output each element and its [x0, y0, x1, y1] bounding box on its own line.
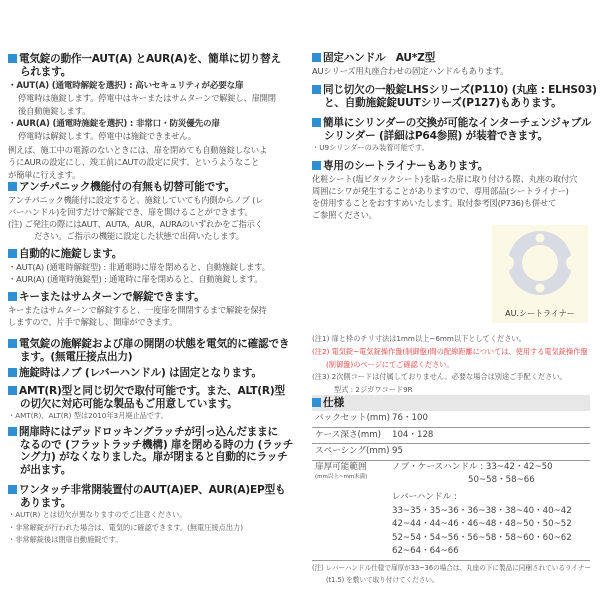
section-switch-mode: [8, 53, 281, 181]
square-bullet-icon: [312, 85, 321, 94]
square-bullet-icon: [312, 118, 321, 127]
section-same-cutout: [312, 84, 597, 109]
spec-key-unit: (mm以上~mm未満): [315, 473, 368, 480]
section-cylinder: [312, 117, 591, 155]
square-bullet-icon: [312, 398, 321, 407]
square-bullet-icon: [8, 427, 17, 436]
text: アンチパニック機能付に設定すると、施錠していても内側からノブ (レ: [8, 194, 264, 205]
note: (注) ご発注の際にはAUT、AUTA、AUR、AURAのいずれかをご指示く: [8, 219, 263, 229]
spec-value: 42~44・44~46・46~48・48~50・50~52: [392, 519, 572, 530]
spec-value: 95: [392, 446, 403, 456]
spec-row: [312, 411, 590, 428]
heading: 専用のシートライナーもあります。: [323, 160, 489, 172]
sheet-liner-icon: [506, 229, 574, 297]
notes: [312, 333, 588, 397]
footnote: (注) レバーハンドル仕様で扉厚が33~36の場合は、丸座の下に製品に同梱されているライナー: [312, 564, 592, 573]
bullet-aur: ・AUR(A) (通電時施錠を選択) : 非常口・防災優先の扉: [8, 118, 220, 129]
note: ・AUT(R) とは切欠が異なりますのでご注意ください。: [8, 510, 187, 520]
text: 停電時は解錠します。停電中は施錠できません。: [18, 131, 196, 141]
heading: の切欠に対応可能な製品もご用意しています。: [20, 397, 238, 410]
heading: られます。: [20, 65, 72, 78]
note: ・AMT(R)、ALT(R) 型は2010年3月廃止品です。: [8, 411, 168, 421]
spec-row: [312, 444, 590, 461]
section-amt-compatible: [8, 385, 285, 423]
spec-value: 50~58・58~66: [468, 474, 535, 485]
note-3: (注3) 2次側コードは付属しておりません。必要な場合は別途ご手配ください。: [312, 372, 567, 382]
section-fixed-handle: [312, 52, 509, 77]
heading: シリンダー (詳細はP64参照) が装着できます。: [324, 129, 548, 142]
bullet-aut: ・AUT(A) (通電時解錠を選択) : 高いセキュリティが必要な扉: [8, 81, 244, 92]
note: ・非常解錠後は閉扉自動施錠です。: [8, 535, 123, 545]
text: AUシリーズ用丸座合わせの固定ハンドルもあります。: [312, 65, 509, 76]
heading: 開扉時にはデッドロッキングラッチが引っ込んだままに: [19, 426, 278, 438]
spec-row-door-thickness: [312, 461, 590, 562]
text: うにAURの設定にし、竣工前にAUTの設定に戻す、というようなこと: [8, 157, 260, 168]
heading: 自動的に施錠します。: [19, 248, 123, 260]
note-1: (注1) 扉と枠のチリ寸法は1mm以上~6mm以下としてください。: [312, 334, 526, 343]
heading: ます。(無電圧接点出力): [20, 350, 133, 363]
text: しますので、片手で解錠し、開扉ができます。: [8, 316, 178, 327]
heading: アンチパニック機能付の有無も切替可能です。: [19, 181, 235, 193]
heading: ング力) がなくなりました。扉が閉まると自動的にラッチ: [20, 451, 288, 464]
heading: 同じ切欠の一般錠LHSシリーズ(P110) (丸座 : ELHS03): [323, 84, 597, 96]
heading: 固定ハンドル AU*Z型: [323, 52, 436, 64]
heading: 電気錠の動作一AUT(A) とAUR(A)を、簡単に切り替え: [19, 53, 281, 65]
footnote: (t1.5) を敷いて取り付けてください。: [326, 576, 439, 585]
text: 周囲にシワが発生することがありますので、専用部品(シートライナー): [312, 185, 569, 196]
square-bullet-icon: [8, 386, 17, 395]
section-key-unlock: [8, 291, 267, 328]
spec-key: 扉厚可能範囲: [315, 461, 367, 472]
spec-row: [312, 428, 590, 445]
heading: キーまたはサムターンで解錠できます。: [19, 291, 205, 303]
spec-value: レバーハンドル :: [392, 492, 457, 503]
section-status-output: [8, 338, 289, 363]
square-bullet-icon: [8, 339, 17, 348]
section-sheet-liner: [312, 160, 577, 221]
spec-value: 76・100: [392, 413, 428, 423]
square-bullet-icon: [8, 54, 17, 63]
square-bullet-icon: [312, 161, 321, 170]
spec-key: スペーシング(mm): [315, 446, 390, 456]
square-bullet-icon: [8, 368, 17, 377]
text: キーまたはサムターンで解錠すると、一度扉を開閉するまで解錠を保持: [8, 304, 267, 315]
text: 例えば、施工中の電源のないときには、扉を閉めても自動施錠しないよ: [8, 145, 268, 156]
section-auto-lock: [8, 248, 270, 285]
text: ご参照ください。: [312, 210, 377, 221]
square-bullet-icon: [8, 182, 17, 191]
spec-value: ノブ・ケースハンドル : 33~42・42~50: [392, 461, 553, 472]
note: ・U9シリンダーのみ装着可能です。: [312, 143, 429, 153]
section-emergency: [8, 484, 285, 547]
spec-key: バックセット(mm): [315, 413, 391, 423]
text: バーハンドル)を回すだけで解錠でき、扉を開けることができます。: [8, 206, 253, 217]
spec-key: ケース深さ(mm): [315, 429, 381, 440]
heading: ワンタッチ非常開装置付のAUT(A)EP、AUR(A)EP型も: [19, 484, 286, 496]
spec-table: [312, 395, 590, 586]
sheet-liner-image: [492, 225, 588, 323]
square-bullet-icon: [8, 249, 17, 258]
heading: 電気錠の施解錠および扉の開閉の状態を電気的に確認でき: [19, 338, 290, 350]
text: 停電時は施錠します。停電中はキーまたはサムターンで解錠し、扉開閉: [18, 93, 276, 104]
note: ・非常解錠が行われた場合は、電気的に確認できます。(無電圧接点出力): [8, 522, 244, 532]
text: が簡単に行えます。: [8, 169, 81, 180]
note-2: (制御盤)のページにてご確認ください。: [326, 359, 454, 369]
image-caption: AU.シートライナー: [505, 309, 575, 318]
note: ださい。ご指示の機能に設定した状態で出荷いたします。: [34, 231, 244, 242]
heading: あります。: [20, 496, 72, 509]
heading: と、自動施錠錠UUTシリーズ(P127)もあります。: [324, 96, 562, 109]
spec-value: 62~64・64~66: [392, 545, 459, 556]
spec-value: 104・128: [392, 429, 434, 440]
heading: 簡単にシリンダーの交換が可能なインターチェンジャブル: [323, 117, 592, 129]
square-bullet-icon: [312, 53, 321, 62]
note-3: 型式 : 2ジガワコード9R: [334, 385, 413, 395]
square-bullet-icon: [8, 485, 17, 494]
spec-value: 52~54・54~56・56~58・58~60・60~62: [392, 532, 572, 543]
text: 化粧シート(塩ビタックシート)を貼った扉に取り付ける際、丸座の取付穴: [312, 173, 578, 184]
square-bullet-icon: [8, 292, 17, 301]
heading: AMT(R)型と同じ切欠で取付可能です。また、ALT(R)型: [19, 385, 285, 397]
text: ・AUR(A) (通電時施錠型) : 通電時に扉を閉めると、自動施錠します。: [8, 273, 263, 284]
section-antipanic: [8, 181, 263, 242]
heading: なるので (フラットラッチ機構) 扉を閉める時の力 (ラッチ: [20, 438, 294, 451]
text: 後自動施錠します。: [18, 105, 91, 116]
section-flat-latch: [8, 426, 293, 476]
heading: 施錠時はノブ (レバーハンドル) は固定となります。: [19, 367, 262, 379]
section-knob-fixed: [8, 367, 262, 380]
spec-title: 仕様: [323, 397, 345, 409]
text: ・AUT(A) (通電時解錠型) : 非通電時に扉を閉めると、自動施錠します。: [8, 261, 270, 272]
note-2: (注2) 電気錠~電気錠操作盤(制御盤)間の配線距離については、使用する電気錠操作盤: [312, 346, 588, 356]
spec-value: 33~35・35~36・36~38・38~40・40~42: [392, 505, 572, 516]
heading: が出ます。: [20, 463, 72, 476]
text: を併用することをおすすめいたします。取付参考図(P736)も併せて: [312, 198, 557, 208]
